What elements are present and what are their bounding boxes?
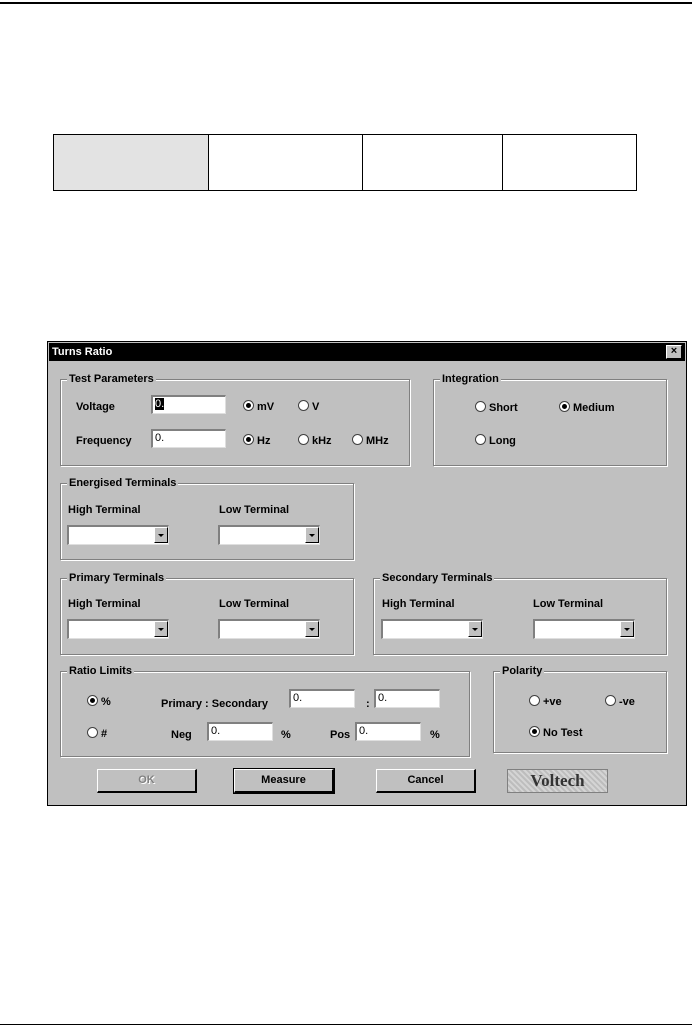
voltage-label: Voltage xyxy=(76,401,115,413)
integration-medium-radio[interactable] xyxy=(559,401,615,415)
frequency-input[interactable]: 0. xyxy=(151,429,226,448)
chevron-down-icon[interactable] xyxy=(154,527,168,543)
cancel-button[interactable]: Cancel xyxy=(376,769,476,793)
primary-terminals-group xyxy=(60,572,354,655)
radio-label: Short xyxy=(489,402,518,414)
primary-terminals-title: Primary Terminals xyxy=(69,572,165,584)
dialog-title: Turns Ratio xyxy=(52,346,113,358)
energised-high-label: High Terminal xyxy=(68,504,141,516)
neg-limit-input[interactable]: 0. xyxy=(207,722,273,741)
radio-unselected-icon xyxy=(529,695,540,706)
header-cell xyxy=(503,135,637,191)
energised-high-select[interactable] xyxy=(67,525,169,545)
energised-terminals-group xyxy=(60,477,354,560)
integration-long-radio[interactable] xyxy=(475,434,516,448)
radio-selected-icon xyxy=(87,695,98,706)
secondary-terminals-group xyxy=(373,572,667,655)
radio-selected-icon xyxy=(243,400,254,411)
radio-selected-icon xyxy=(529,726,540,737)
chevron-down-icon[interactable] xyxy=(620,621,634,637)
radio-selected-icon xyxy=(243,434,254,445)
radio-selected-icon xyxy=(559,401,570,412)
radio-label: No Test xyxy=(543,727,583,739)
voltage-unit-v-radio[interactable] xyxy=(298,400,319,414)
voltech-logo: Voltech xyxy=(507,769,608,793)
primary-low-select[interactable] xyxy=(218,619,320,639)
neg-unit-label: % xyxy=(281,729,291,741)
radio-label: +ve xyxy=(543,696,562,708)
radio-label: Medium xyxy=(573,402,615,414)
radio-unselected-icon xyxy=(298,434,309,445)
integration-group xyxy=(433,373,667,466)
secondary-terminals-title: Secondary Terminals xyxy=(382,572,493,584)
polarity-negative-radio[interactable] xyxy=(605,695,635,709)
polarity-title: Polarity xyxy=(502,665,543,677)
voltage-input[interactable]: 0. xyxy=(151,395,226,414)
test-parameters-title: Test Parameters xyxy=(69,373,154,385)
primary-low-label: Low Terminal xyxy=(219,598,290,610)
ok-button[interactable]: OK xyxy=(97,769,197,793)
primary-secondary-label: Primary : Secondary xyxy=(161,698,268,710)
measure-button[interactable]: Measure xyxy=(234,769,334,793)
primary-high-select[interactable] xyxy=(67,619,169,639)
integration-title: Integration xyxy=(442,373,499,385)
frequency-unit-khz-radio[interactable] xyxy=(298,434,332,448)
header-cell xyxy=(363,135,503,191)
ratio-limits-title: Ratio Limits xyxy=(69,665,132,677)
turns-ratio-dialog xyxy=(47,341,687,806)
ratio-mode-count-radio[interactable] xyxy=(87,727,107,741)
integration-short-radio[interactable] xyxy=(475,401,518,415)
frequency-unit-mhz-radio[interactable] xyxy=(352,434,389,448)
radio-unselected-icon xyxy=(87,727,98,738)
ratio-colon: : xyxy=(366,698,370,710)
radio-label: # xyxy=(101,728,108,740)
voltage-unit-mv-radio[interactable] xyxy=(243,400,274,414)
ratio-mode-percent-radio[interactable] xyxy=(87,695,111,709)
radio-unselected-icon xyxy=(475,401,486,412)
radio-label: Long xyxy=(489,435,516,447)
secondary-high-label: High Terminal xyxy=(382,598,455,610)
radio-unselected-icon xyxy=(352,434,363,445)
neg-label: Neg xyxy=(171,729,192,741)
radio-unselected-icon xyxy=(298,400,309,411)
energised-low-label: Low Terminal xyxy=(219,504,290,516)
frequency-label: Frequency xyxy=(76,435,132,447)
page-top-rule xyxy=(0,2,692,4)
polarity-no-test-radio[interactable] xyxy=(529,726,583,740)
radio-label: -ve xyxy=(619,696,635,708)
close-icon[interactable]: × xyxy=(666,345,682,359)
ratio-limits-group xyxy=(60,665,470,757)
secondary-low-label: Low Terminal xyxy=(533,598,604,610)
pos-unit-label: % xyxy=(430,729,440,741)
frequency-unit-hz-radio[interactable] xyxy=(243,434,270,448)
energised-terminals-title: Energised Terminals xyxy=(69,477,177,489)
radio-label: kHz xyxy=(312,435,332,447)
chevron-down-icon[interactable] xyxy=(154,621,168,637)
secondary-low-select[interactable] xyxy=(533,619,635,639)
radio-unselected-icon xyxy=(605,695,616,706)
secondary-high-select[interactable] xyxy=(381,619,483,639)
header-cell xyxy=(209,135,363,191)
chevron-down-icon[interactable] xyxy=(305,621,319,637)
pos-label: Pos xyxy=(330,729,351,741)
radio-label: mV xyxy=(257,401,275,413)
radio-label: V xyxy=(312,401,320,413)
radio-label: Hz xyxy=(257,435,271,447)
dialog-titlebar xyxy=(49,343,685,361)
secondary-ratio-input[interactable]: 0. xyxy=(374,689,440,708)
polarity-positive-radio[interactable] xyxy=(529,695,562,709)
energised-low-select[interactable] xyxy=(218,525,320,545)
header-cell xyxy=(54,135,209,191)
page-bottom-rule xyxy=(0,1024,692,1025)
chevron-down-icon[interactable] xyxy=(468,621,482,637)
primary-high-label: High Terminal xyxy=(68,598,141,610)
test-parameters-group xyxy=(60,373,410,466)
polarity-group xyxy=(493,665,667,753)
pos-limit-input[interactable]: 0. xyxy=(355,722,421,741)
header-table-row xyxy=(54,135,637,191)
chevron-down-icon[interactable] xyxy=(305,527,319,543)
radio-label: % xyxy=(101,696,111,708)
radio-unselected-icon xyxy=(475,434,486,445)
header-table xyxy=(53,134,637,191)
primary-ratio-input[interactable]: 0. xyxy=(289,689,355,708)
radio-label: MHz xyxy=(366,435,389,447)
